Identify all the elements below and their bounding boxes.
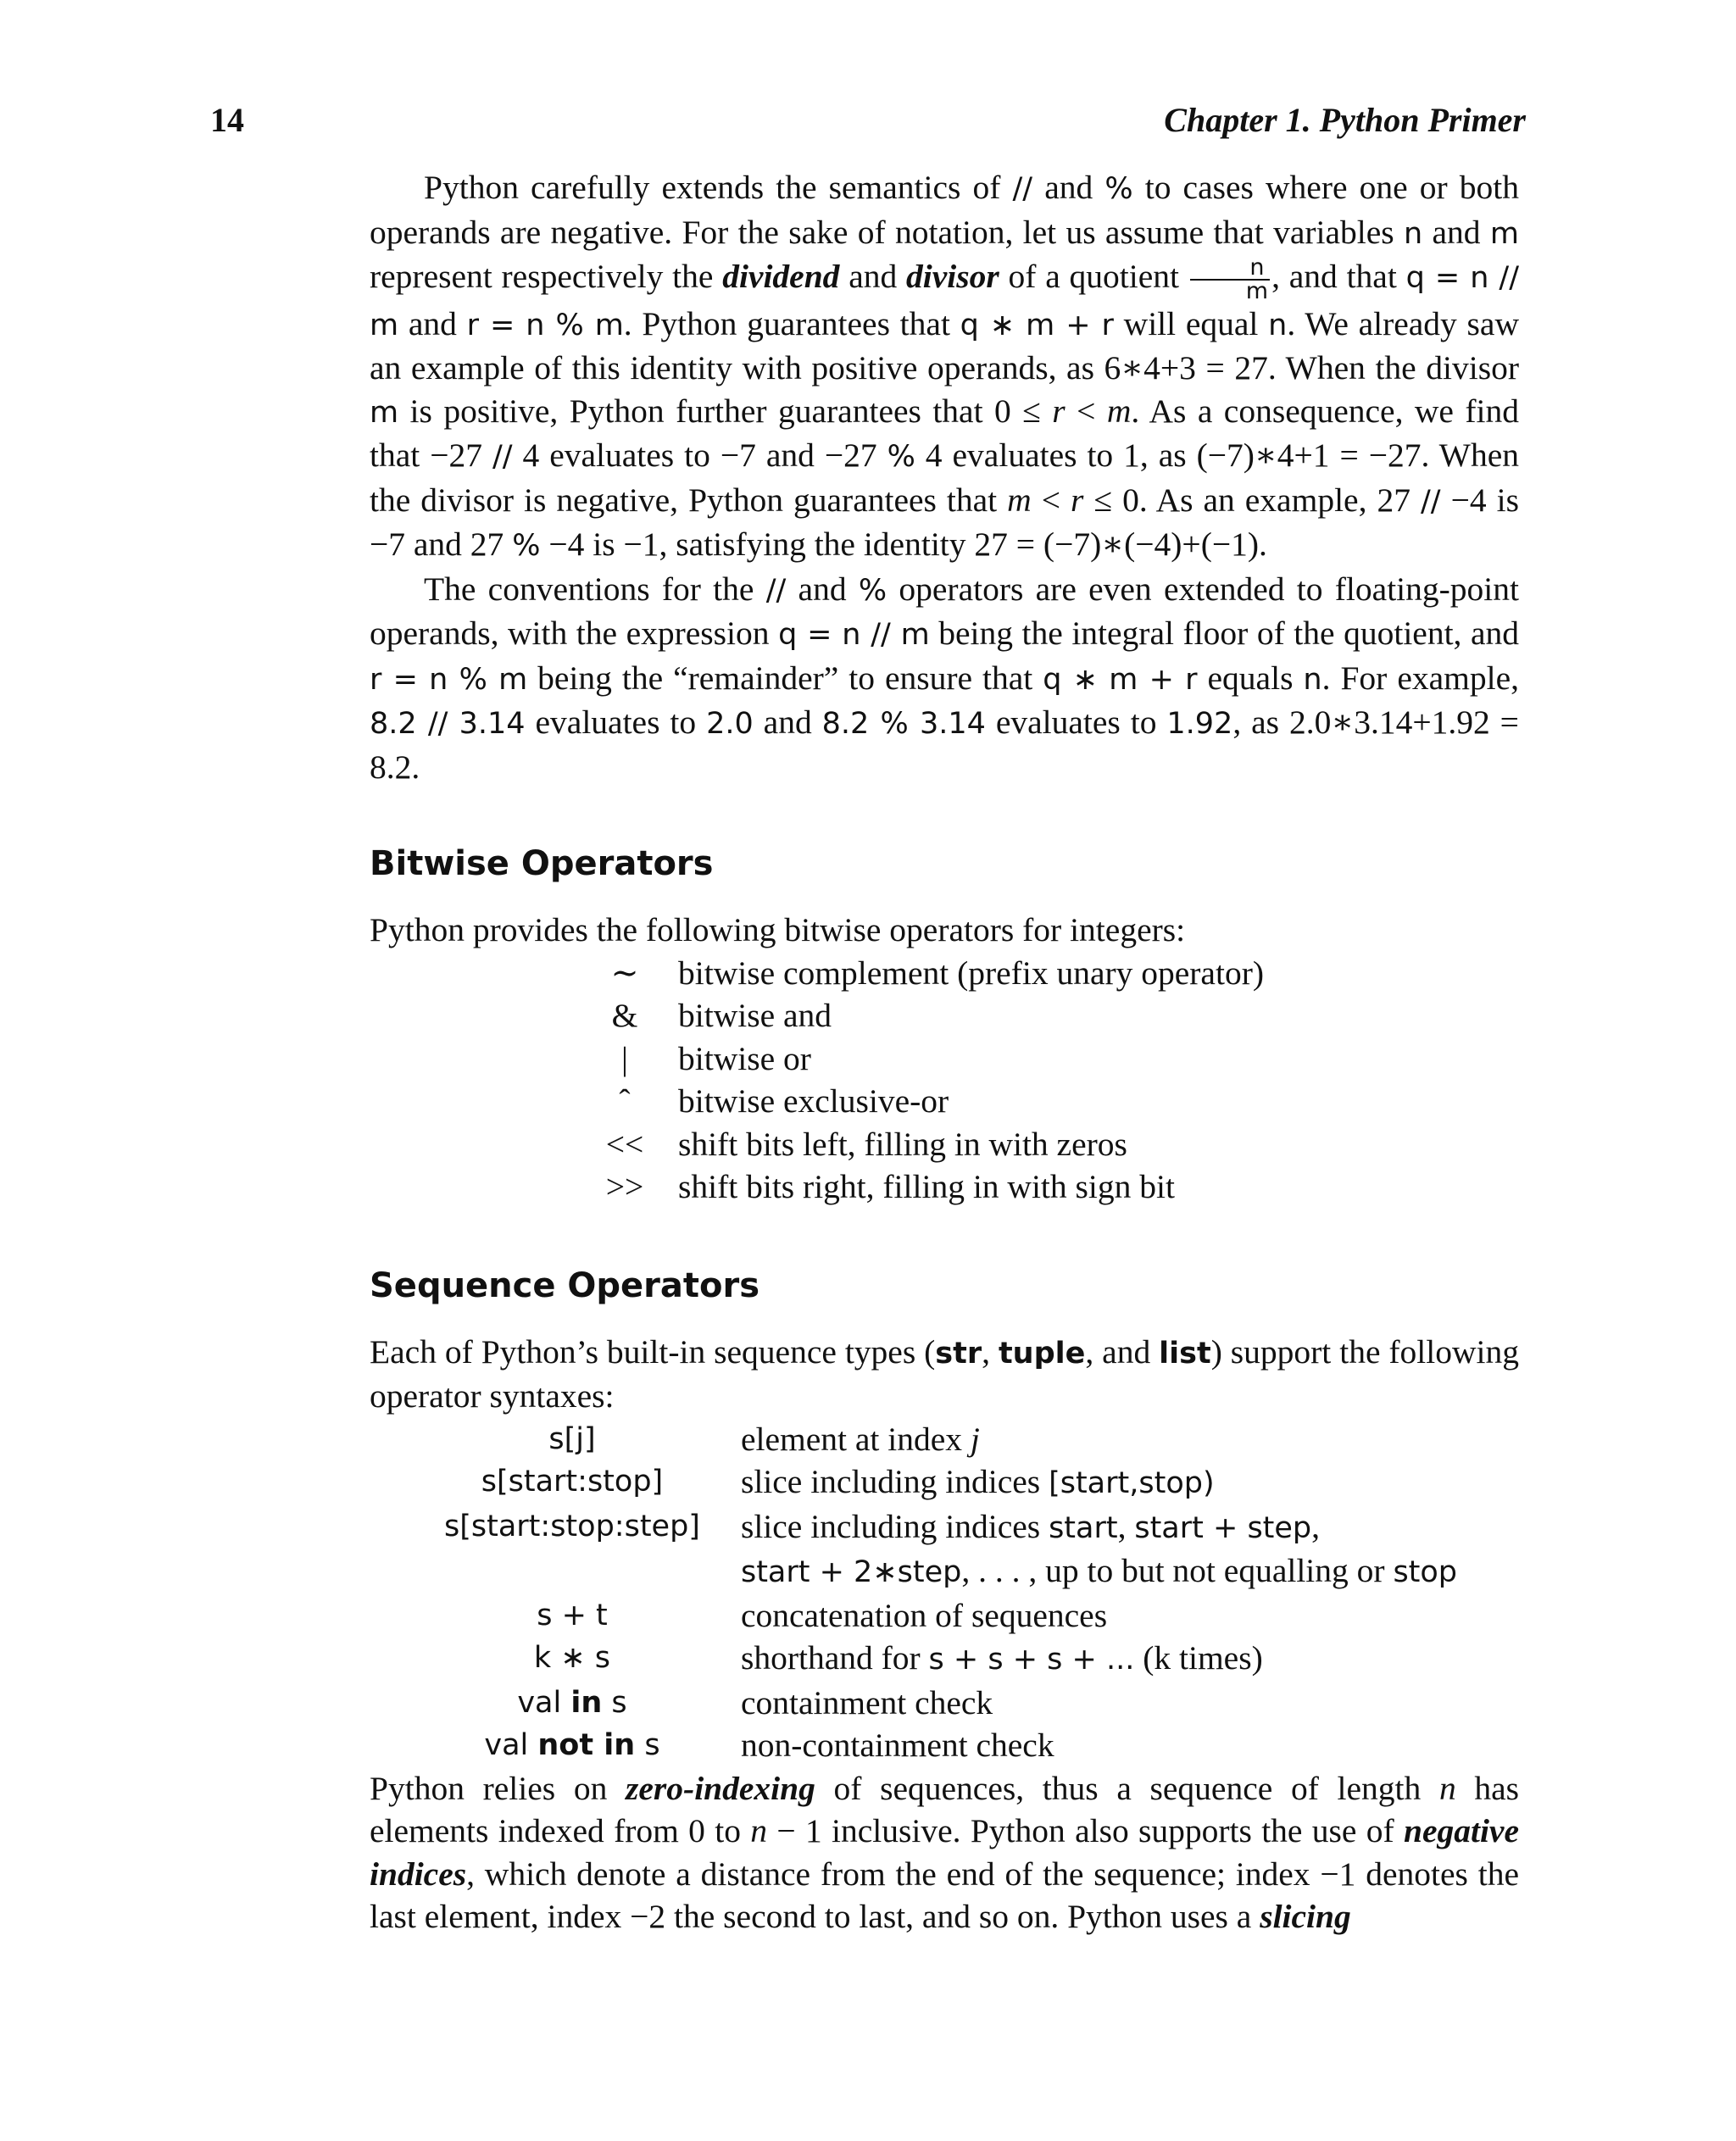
paragraph-indexing: Python relies on zero-indexing of sequences, thus a sequence of length n has elements indexed from 0 to n − 1 inclusive. Python also supports the use of negative indices, which denote a distance from the end of the sequence; index −1 denotes the last element, index −2 the second to last, and so on. Python uses a slicing xyxy=(370,1769,1520,1936)
table-row: k ∗ s shorthand for s + s + s + ... (k times) xyxy=(533,1639,1263,1677)
sequence-operator-table xyxy=(444,1418,1457,1767)
bitwise-operator-table xyxy=(590,952,1264,1209)
table-row: start + 2∗step, . . . , up to but not equalling or stop xyxy=(740,1552,1458,1590)
page-header xyxy=(210,100,1526,151)
page-body xyxy=(370,166,1519,1938)
term-slicing: slicing xyxy=(1260,1898,1351,1936)
page-number: 14 xyxy=(210,101,244,139)
table-row: & bitwise and xyxy=(611,997,832,1035)
chapter-title: Chapter 1. Python Primer xyxy=(1164,101,1526,139)
table-row: val in s containment check xyxy=(517,1683,993,1721)
fraction-n-over-m: $\frac{n}{m}$ xyxy=(1190,257,1270,303)
table-row: | bitwise or xyxy=(621,1039,811,1077)
table-row: s + t concatenation of sequences xyxy=(537,1596,1108,1634)
section-heading-sequence: Sequence Operators xyxy=(370,1265,760,1305)
term-divisor: divisor xyxy=(906,258,999,295)
paragraph-division-semantics: Python carefully extends the semantics of // and % to cases where one or both operands are negative. For the sake of notation, let us assume that variables n and m represent respectively the dividend and divisor of a quotient $\frac{n}{m}$ , and that q = n // m and r = n % m. Python guarantees that q ∗ m + r will equal n. We already saw an example of this identity with positive operands, as 6∗4+3 = 27. When the divisor m is positive, Python further guarantees that 0 ≤ r < m. As a consequence, we find that −27 // 4 evaluates to −7 and −27 % 4 evaluates to 1, as (−7)∗4+1 = −27. When the divisor is negative, Python guarantees that m < r ≤ 0. As an example, 27 // −4 is −7 and 27 % −4 is −1, satisfying the identity 27 = (−7)∗(−4)+(−1). xyxy=(370,169,1520,564)
sequence-intro: Each of Python’s built-in sequence types (str, tuple, and list) support the following operator syntaxes: xyxy=(370,1332,1520,1415)
table-row: ∼ bitwise complement (prefix unary operator) xyxy=(610,954,1264,992)
table-row: ˆ bitwise exclusive-or xyxy=(619,1082,949,1121)
section-heading-bitwise: Bitwise Operators xyxy=(370,844,714,884)
table-row: s[j] element at index j xyxy=(548,1420,980,1458)
table-row: val not in s non-containment check xyxy=(484,1727,1054,1765)
paragraph-float-operands: The conventions for the // and % operators are even extended to floating-point operands, with the expression q = n // m being the integral floor of the quotient, and r = n % m being the “remainder” to ensure that q ∗ m + r equals n. For example, 8.2 // 3.14 evaluates to 2.0 and 8.2 % 3.14 evaluates to 1.92, as 2.0∗3.14+1.92 = 8.2. xyxy=(370,570,1519,786)
bitwise-intro: Python provides the following bitwise operators for integers: xyxy=(370,911,1186,949)
table-row: s[start:stop] slice including indices [start,stop) xyxy=(481,1463,1215,1501)
table-row: << shift bits left, filling in with zeros xyxy=(605,1125,1127,1163)
term-negative-indices: negative indices xyxy=(370,1812,1519,1893)
term-dividend: dividend xyxy=(722,258,840,295)
term-zero-indexing: zero-indexing xyxy=(626,1769,815,1807)
table-row: >> shift bits right, filling in with sign bit xyxy=(605,1168,1175,1206)
table-row: s[start:stop:step] slice including indices start, start + step, xyxy=(444,1507,1321,1545)
